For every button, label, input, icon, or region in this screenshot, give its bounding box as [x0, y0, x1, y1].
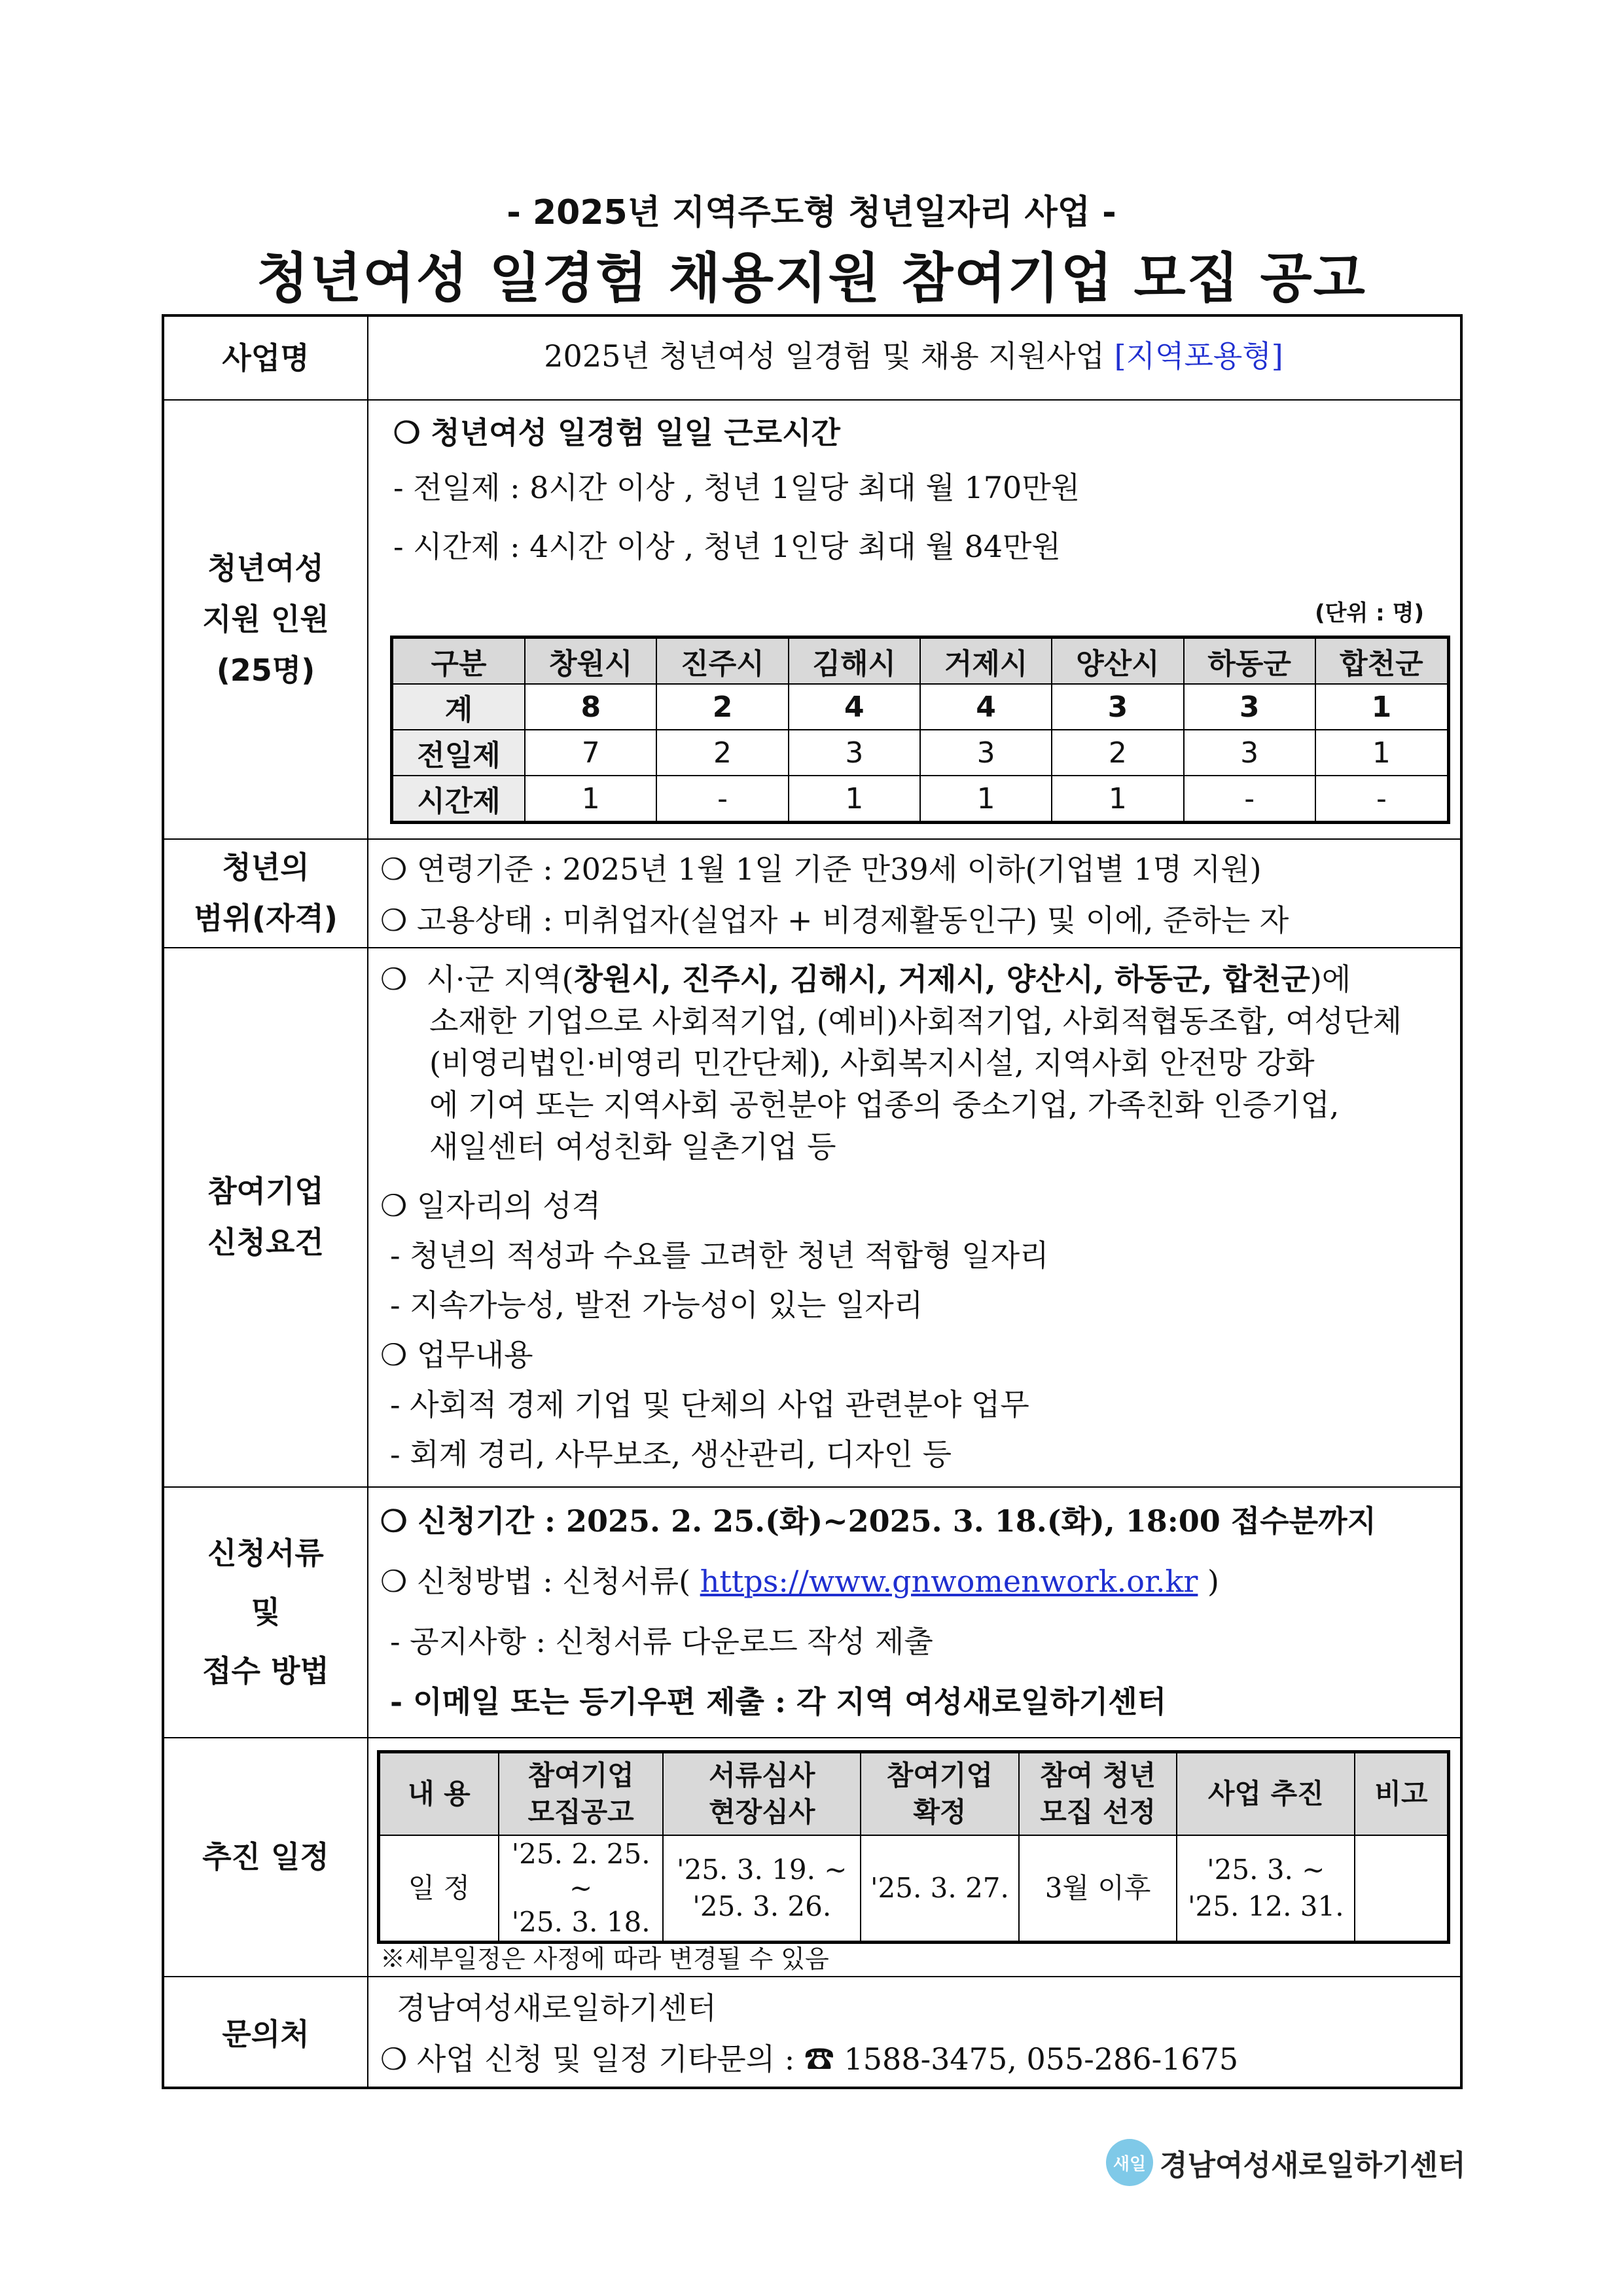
table-cell: 3: [789, 730, 920, 776]
company-label-line: 참여기업: [207, 1174, 324, 1209]
table-header: 김해시: [789, 637, 920, 685]
table-cell: '25. 3. 19. ~ '25. 3. 26.: [663, 1835, 861, 1943]
table-cell: 1: [525, 776, 656, 823]
table-cell: -: [1184, 776, 1315, 823]
table-cell: 2: [1052, 730, 1183, 776]
job-duty-line: - 회계 경리, 사무보조, 생산관리, 디자인 등: [390, 1437, 952, 1472]
table-header: 비고: [1355, 1752, 1448, 1836]
business-name: 2025년 청년여성 일경험 및 채용 지원사업: [544, 338, 1115, 374]
table-cell: 8: [525, 684, 656, 730]
contact-phones: 1588-3475, 055-286-1675: [834, 2041, 1239, 2077]
apply-period: ❍ 신청기간 : 2025. 2. 25.(화)~2025. 3. 18.(화), 18:00 접수분까지: [380, 1503, 1376, 1539]
schedule-header-row: [379, 1752, 1449, 1836]
table-cell: 7: [525, 730, 656, 776]
table-cell: 1: [1315, 684, 1449, 730]
page-title: 청년여성 일경험 채용지원 참여기업 모집 공고: [257, 247, 1366, 310]
job-duty-heading: ❍ 업무내용: [380, 1337, 533, 1372]
schedule-row: [379, 1835, 1449, 1943]
support-content: [393, 407, 1447, 576]
table-header: 참여기업 확정: [861, 1752, 1019, 1836]
job-nature-line: - 지속가능성, 발전 가능성이 있는 일자리: [390, 1287, 923, 1323]
apply-notice: - 공지사항 : 신청서류 다운로드 작성 제출: [390, 1624, 933, 1659]
personnel-table: [390, 636, 1450, 824]
table-cell: '25. 2. 25. ~ '25. 3. 18.: [499, 1835, 664, 1943]
youth-label-line: 범위(자격): [194, 901, 338, 936]
table-header: 양산시: [1052, 637, 1183, 685]
table-header: 참여기업 모집공고: [499, 1752, 664, 1836]
support-label-line: 지원 인원: [202, 601, 329, 637]
table-cell: 3: [920, 730, 1052, 776]
unit-label: (단위 : 명): [1315, 600, 1424, 626]
contact-label-text: 문의처: [222, 2016, 310, 2052]
youth-label: [164, 838, 367, 947]
age-criteria: ❍ 연령기준 : 2025년 1월 1일 기준 만39세 이하(기업별 1명 지원): [380, 852, 1262, 887]
center-logo: [1106, 2139, 1466, 2186]
table-header: 서류심사 현장심사: [663, 1752, 861, 1836]
table-cell: 2: [656, 684, 788, 730]
page-subtitle: - 2025년 지역주도형 청년일자리 사업 -: [507, 193, 1116, 232]
company-label: [164, 947, 367, 1486]
support-heading: ❍ 청년여성 일경험 일일 근로시간: [393, 415, 840, 450]
table-header: 구분: [392, 637, 526, 685]
table-cell: 계: [392, 684, 526, 730]
table-row: [392, 776, 1449, 823]
table-header: 거제시: [920, 637, 1052, 685]
apply-content: [380, 1495, 1447, 1736]
eligibility-line: (비영리법인·비영리 민간단체), 사회복지시설, 지역사회 안전망 강화: [429, 1045, 1315, 1081]
logo-icon: 새일: [1106, 2139, 1153, 2186]
contact-content: [380, 1982, 1447, 2085]
employment-status: ❍ 고용상태 : 미취업자(실업자 + 비경제활동인구) 및 이에, 준하는 자: [380, 903, 1289, 938]
table-cell: 1: [789, 776, 920, 823]
table-cell: 3: [1184, 730, 1315, 776]
support-label-count: (25명): [216, 652, 315, 688]
table-cell: '25. 3. ~ '25. 12. 31.: [1177, 1835, 1355, 1943]
business-label-text: 사업명: [222, 340, 310, 376]
notice-table: [162, 314, 1463, 2089]
table-cell: 시간제: [392, 776, 526, 823]
schedule-note: ※세부일정은 사정에 따라 변경될 수 있음: [380, 1945, 829, 1973]
bullet-icon: ❍: [393, 415, 421, 450]
apply-submit: - 이메일 또는 등기우편 제출 : 각 지역 여성새로일하기센터: [390, 1684, 1167, 1719]
apply-label-line: 및: [251, 1594, 281, 1630]
logo-text: 경남여성새로일하기센터: [1160, 2149, 1466, 2182]
business-tag: [지역포용형]: [1114, 338, 1283, 374]
schedule-area: [164, 1737, 1460, 1976]
table-header: 합천군: [1315, 637, 1449, 685]
table-cell: -: [656, 776, 788, 823]
table-cell: [1355, 1835, 1448, 1943]
table-cell: 1: [1315, 730, 1449, 776]
table-cell: 3: [1184, 684, 1315, 730]
business-value: [367, 332, 1460, 376]
apply-label: [164, 1486, 367, 1737]
table-header: 사업 추진: [1177, 1752, 1355, 1836]
company-content: [380, 958, 1447, 1479]
table-header: 내 용: [379, 1752, 499, 1836]
parttime-line: - 시간제 : 4시간 이상 , 청년 1인당 최대 월 84만원: [393, 529, 1061, 564]
table-cell: 4: [920, 684, 1052, 730]
website-link[interactable]: https://www.gnwomenwork.or.kr: [700, 1564, 1198, 1599]
eligibility-line: 소재한 기업으로 사회적기업, (예비)사회적기업, 사회적협동조합, 여성단체: [429, 1003, 1402, 1039]
table-cell: 2: [656, 730, 788, 776]
table-row: [392, 730, 1449, 776]
table-header: 참여 청년 모집 선정: [1019, 1752, 1177, 1836]
company-label-line: 신청요건: [207, 1225, 324, 1260]
table-cell: 1: [920, 776, 1052, 823]
table-cell: 3월 이후: [1019, 1835, 1177, 1943]
apply-label-line: 신청서류: [207, 1535, 324, 1571]
table-header: 하동군: [1184, 637, 1315, 685]
region-line: ❍ 시·군 지역(창원시, 진주시, 김해시, 거제시, 양산시, 하동군, 합천군)에: [380, 961, 1351, 997]
table-cell: '25. 3. 27.: [861, 1835, 1019, 1943]
table-cell: 전일제: [392, 730, 526, 776]
phone-icon: ☎: [804, 2041, 834, 2077]
table-cell: 일 정: [379, 1835, 499, 1943]
business-label: [164, 317, 367, 399]
table-header: 진주시: [656, 637, 788, 685]
job-nature-line: - 청년의 적성과 수요를 고려한 청년 적합형 일자리: [390, 1238, 1049, 1273]
job-duty-line: - 사회적 경제 기업 및 단체의 사업 관련분야 업무: [390, 1387, 1029, 1422]
contact-label: [164, 1976, 367, 2092]
table-row: [392, 684, 1449, 730]
schedule-table: [377, 1750, 1450, 1944]
eligibility-line: 에 기여 또는 지역사회 공헌분야 업종의 중소기업, 가족친화 인증기업,: [429, 1087, 1340, 1122]
table-header: 창원시: [525, 637, 656, 685]
table-cell: 4: [789, 684, 920, 730]
apply-method: ❍ 신청방법 : 신청서류( https://www.gnwomenwork.or.kr ): [380, 1564, 1219, 1599]
fulltime-line: - 전일제 : 8시간 이상 , 청년 1일당 최대 월 170만원: [393, 470, 1080, 505]
eligibility-line: 새일센터 여성친화 일촌기업 등: [429, 1129, 836, 1164]
job-nature-heading: ❍ 일자리의 성격: [380, 1188, 601, 1223]
contact-org: 경남여성새로일하기센터: [397, 1990, 717, 2026]
table-cell: 1: [1052, 776, 1183, 823]
table-cell: 3: [1052, 684, 1183, 730]
support-label: [164, 399, 367, 838]
schedule-label-text: 추진 일정: [202, 1839, 329, 1874]
contact-line: ❍ 사업 신청 및 일정 기타문의 : ☎ 1588-3475, 055-286-1675: [380, 2041, 1239, 2077]
youth-label-line: 청년의: [222, 850, 310, 885]
table-cell: -: [1315, 776, 1449, 823]
support-label-line: 청년여성: [207, 550, 324, 586]
youth-content: [380, 844, 1447, 946]
personnel-header-row: [392, 637, 1449, 685]
apply-label-line: 접수 방법: [202, 1653, 329, 1689]
